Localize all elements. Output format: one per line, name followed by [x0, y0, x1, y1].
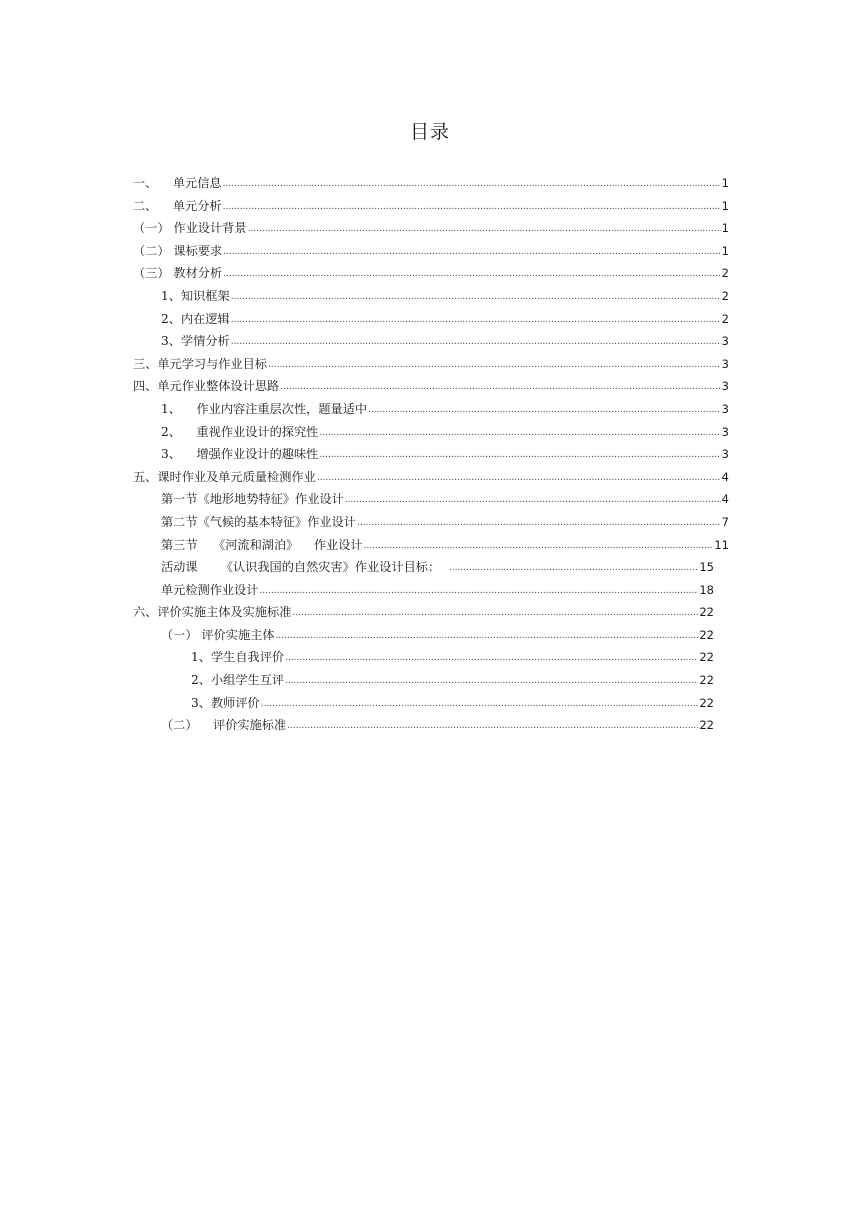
toc-entry[interactable] [133, 264, 729, 287]
toc-entry-text: 3、学情分析 [161, 334, 230, 349]
toc-entry-page-number: 3 [721, 401, 729, 416]
toc-entry[interactable] [133, 287, 729, 310]
toc-entry-text: 第三节 《河流和湖泊》 作业设计 [161, 537, 363, 552]
toc-entry[interactable] [133, 310, 729, 333]
toc-entry[interactable] [133, 671, 714, 694]
toc-dot-leader [276, 631, 699, 641]
toc-entry-page-number: 1 [721, 198, 729, 213]
toc-entry-text: （二） 课标要求 [133, 243, 223, 258]
toc-entry-text: 活动课 《认识我国的自然灾害》作业设计目标： [161, 560, 448, 575]
toc-entry-text: 单元检测作业设计 [161, 582, 259, 597]
toc-dot-leader [319, 428, 720, 438]
toc-dot-leader [345, 495, 721, 505]
toc-dot-leader [260, 586, 699, 596]
toc-entry-text: 1、学生自我评价 [191, 650, 285, 665]
toc-entry-text: 2、内在逻辑 [161, 311, 230, 326]
toc-dot-leader [223, 247, 720, 257]
toc-entry[interactable] [133, 377, 729, 400]
toc-entry-text: 六、评价实施主体及实施标准 [133, 605, 292, 620]
toc-dot-leader [364, 541, 714, 551]
toc-entry-text: 2、 重视作业设计的探究性 [161, 424, 319, 439]
toc-entry[interactable] [133, 242, 729, 265]
toc-entry[interactable] [133, 332, 729, 355]
toc-entry-text: （一） 评价实施主体 [161, 627, 275, 642]
toc-entry-page-number: 3 [721, 334, 729, 349]
toc-entry-page-number: 22 [699, 605, 714, 620]
toc-entry[interactable] [133, 219, 729, 242]
toc-entry-page-number: 3 [721, 424, 729, 439]
toc-entry[interactable] [133, 400, 729, 423]
toc-entry[interactable] [133, 626, 714, 649]
toc-entry[interactable] [133, 513, 729, 536]
toc-entry[interactable] [133, 355, 729, 378]
toc-entry[interactable] [133, 174, 729, 197]
toc-entry[interactable] [133, 694, 714, 717]
toc-entry-page-number: 11 [714, 537, 729, 552]
toc-entry-text: 1、知识框架 [161, 288, 230, 303]
toc-dot-leader [287, 721, 698, 731]
toc-entry-text: 第二节《气候的基本特征》作业设计 [161, 514, 356, 529]
toc-dot-leader [285, 676, 698, 686]
toc-entry-text: （三） 教材分析 [133, 266, 223, 281]
toc-entry-page-number: 22 [699, 718, 714, 733]
toc-entry-text: 二、 单元分析 [133, 198, 222, 213]
toc-dot-leader [285, 653, 698, 663]
toc-entry-page-number: 2 [721, 311, 729, 326]
toc-entry[interactable] [133, 648, 714, 671]
toc-entry-page-number: 18 [699, 582, 714, 597]
toc-entry-text: （二） 评价实施标准 [161, 718, 287, 733]
toc-title: 目录 [409, 121, 450, 143]
toc-dot-leader [231, 337, 721, 347]
toc-entry-text: 五、课时作业及单元质量检测作业 [133, 469, 316, 484]
toc-dot-leader [280, 382, 720, 392]
toc-entry-text: 四、单元作业整体设计思路 [133, 379, 280, 394]
toc-entry-page-number: 3 [721, 447, 729, 462]
toc-entry[interactable] [133, 445, 729, 468]
toc-dot-leader [231, 315, 721, 325]
toc-entry-text: 三、单元学习与作业目标 [133, 356, 268, 371]
toc-entry[interactable] [133, 603, 714, 626]
toc-entry[interactable] [133, 423, 729, 446]
toc-dot-leader [261, 699, 699, 709]
toc-dot-leader [319, 450, 720, 460]
toc-dot-leader [292, 608, 698, 618]
toc-entry[interactable] [133, 558, 714, 581]
toc-dot-leader [231, 292, 721, 302]
toc-entry-page-number: 2 [721, 266, 729, 281]
toc-entry-page-number: 7 [721, 514, 729, 529]
toc-dot-leader [268, 360, 721, 370]
toc-entry-text: 一、 单元信息 [133, 176, 222, 190]
toc-entry-page-number: 22 [699, 650, 714, 665]
toc-entry[interactable] [133, 716, 714, 739]
toc-dot-leader [248, 224, 721, 234]
toc-list [133, 174, 729, 739]
toc-entry-page-number: 22 [699, 695, 714, 710]
toc-entry[interactable] [133, 581, 714, 604]
toc-entry-page-number: 1 [721, 243, 729, 258]
toc-entry-page-number: 22 [699, 673, 714, 688]
toc-dot-leader [368, 405, 721, 415]
toc-dot-leader [223, 179, 721, 189]
toc-entry-page-number: 3 [721, 356, 729, 371]
toc-entry-page-number: 4 [721, 469, 729, 484]
toc-entry[interactable] [133, 536, 729, 559]
toc-entry[interactable] [133, 490, 729, 513]
toc-entry-text: 1、 作业内容注重层次性，题量适中 [161, 401, 368, 416]
toc-entry-text: （一） 作业设计背景 [133, 221, 247, 236]
toc-dot-leader [223, 269, 720, 279]
toc-dot-leader [449, 563, 698, 573]
toc-dot-leader [357, 518, 721, 528]
toc-entry-page-number: 22 [699, 627, 714, 642]
toc-entry-page-number: 4 [721, 492, 729, 507]
toc-entry-page-number: 3 [721, 379, 729, 394]
toc-entry[interactable] [133, 468, 729, 491]
toc-entry-text: 第一节《地形地势特征》作业设计 [161, 492, 344, 507]
toc-dot-leader [223, 202, 721, 212]
toc-entry-text: 2、小组学生互评 [191, 673, 285, 688]
toc-entry-text: 3、 增强作业设计的趣味性 [161, 447, 319, 462]
toc-entry-page-number: 1 [721, 176, 729, 190]
toc-entry-page-number: 1 [721, 221, 729, 236]
toc-entry[interactable] [133, 197, 729, 220]
toc-dot-leader [317, 473, 721, 483]
toc-entry-text: 3、教师评价 [191, 695, 260, 710]
toc-entry-page-number: 15 [699, 560, 714, 575]
toc-entry-page-number: 2 [721, 288, 729, 303]
